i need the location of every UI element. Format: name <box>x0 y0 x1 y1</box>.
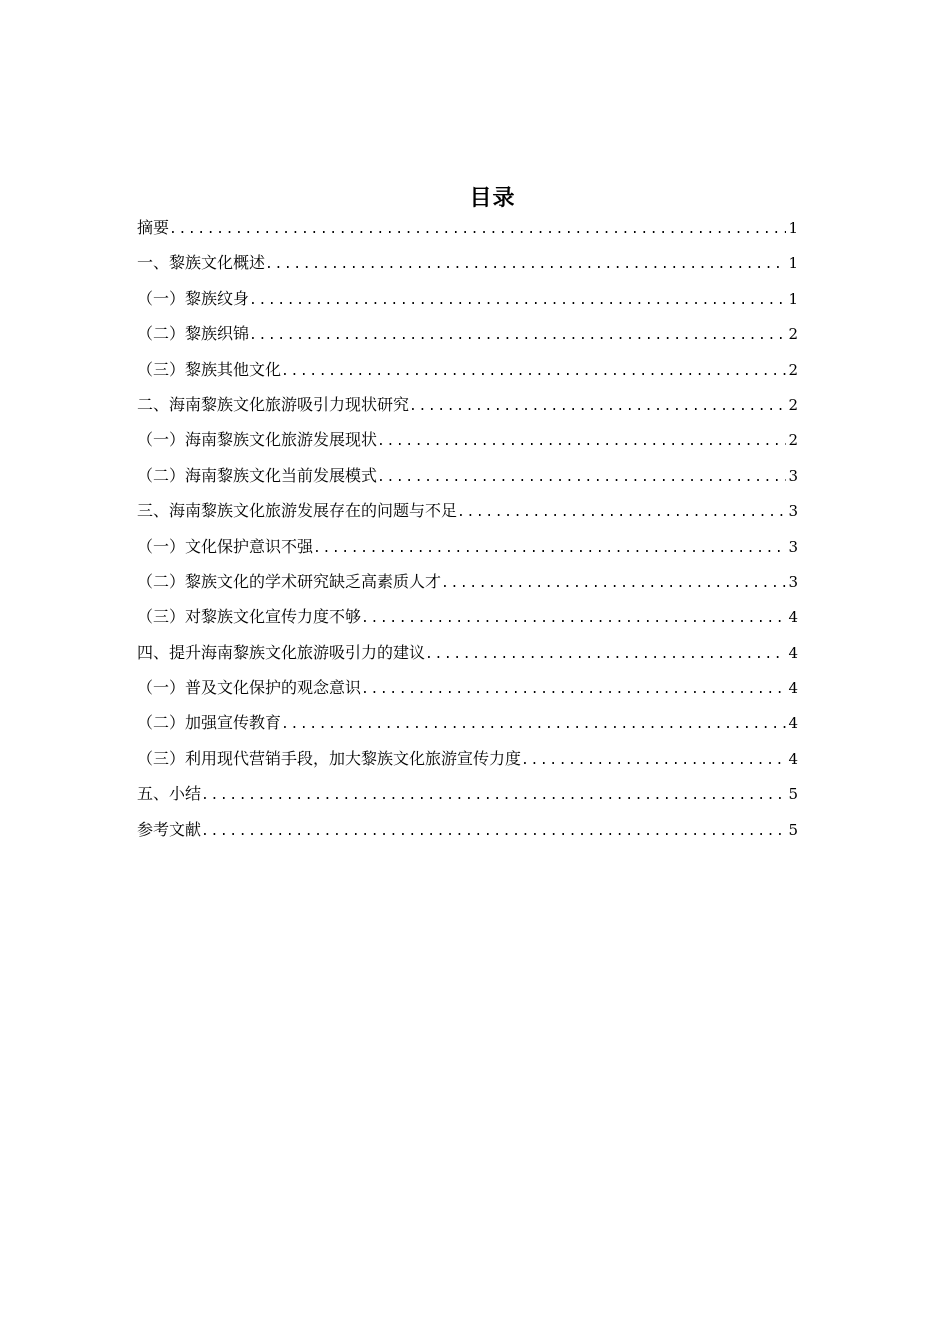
toc-dot-leader <box>249 283 786 318</box>
toc-entry-label: （一）黎族纹身 <box>137 288 250 308</box>
toc-dot-leader <box>441 566 786 601</box>
toc-list <box>137 210 798 847</box>
toc-dot-leader <box>201 814 786 849</box>
toc-entry-label: （二）海南黎族文化当前发展模式 <box>137 465 378 485</box>
toc-entry-page: 3 <box>788 466 798 485</box>
toc-entry[interactable] <box>137 741 798 776</box>
toc-dot-leader <box>249 318 786 353</box>
toc-entry[interactable] <box>137 670 798 705</box>
toc-entry[interactable] <box>137 564 798 599</box>
toc-entry-label: （三）黎族其他文化 <box>137 359 282 379</box>
toc-entry-page: 3 <box>788 537 798 556</box>
toc-dot-leader <box>361 672 786 707</box>
toc-entry-page: 2 <box>788 431 798 450</box>
toc-entry-page: 1 <box>788 219 798 237</box>
toc-entry-label: 二、海南黎族文化旅游吸引力现状研究 <box>137 394 410 414</box>
toc-entry-page: 2 <box>788 360 798 379</box>
toc-dot-leader <box>377 424 786 459</box>
toc-entry-label: 一、黎族文化概述 <box>137 253 266 273</box>
toc-entry-page: 5 <box>788 785 798 804</box>
toc-entry[interactable] <box>137 776 798 811</box>
toc-entry[interactable] <box>137 387 798 422</box>
toc-entry-label: （一）海南黎族文化旅游发展现状 <box>137 430 378 450</box>
toc-dot-leader <box>457 495 786 530</box>
toc-entry[interactable] <box>137 458 798 493</box>
toc-entry-label: （二）加强宣传教育 <box>137 713 282 733</box>
toc-entry-page: 3 <box>788 572 798 591</box>
toc-dot-leader <box>409 389 786 424</box>
toc-dot-leader <box>313 531 786 566</box>
toc-dot-leader <box>361 601 786 636</box>
toc-dot-leader <box>265 247 786 282</box>
toc-dot-leader <box>169 212 786 247</box>
toc-dot-leader <box>281 707 786 742</box>
toc-entry[interactable] <box>137 599 798 634</box>
toc-entry-label: （一）文化保护意识不强 <box>137 536 314 556</box>
toc-dot-leader <box>521 743 786 778</box>
toc-dot-leader <box>201 778 786 813</box>
toc-entry-label: （三）利用现代营销手段，加大黎族文化旅游宣传力度 <box>137 748 522 768</box>
toc-entry-page: 4 <box>788 714 798 733</box>
toc-entry[interactable] <box>137 352 798 387</box>
toc-entry-label: 五、小结 <box>137 784 202 804</box>
toc-entry-label: 三、海南黎族文化旅游发展存在的问题与不足 <box>137 501 458 521</box>
toc-entry-page: 4 <box>788 608 798 627</box>
toc-entry-page: 4 <box>788 679 798 698</box>
toc-entry-page: 1 <box>788 289 798 308</box>
toc-entry[interactable] <box>137 635 798 670</box>
toc-entry[interactable] <box>137 210 798 245</box>
toc-dot-leader <box>281 354 786 389</box>
toc-entry-label: 四、提升海南黎族文化旅游吸引力的建议 <box>137 642 426 662</box>
toc-entry[interactable] <box>137 812 798 847</box>
toc-dot-leader <box>377 460 786 495</box>
toc-entry-page: 1 <box>788 254 798 273</box>
toc-entry-page: 4 <box>788 643 798 662</box>
toc-entry[interactable] <box>137 493 798 528</box>
toc-entry[interactable] <box>137 281 798 316</box>
toc-entry[interactable] <box>137 245 798 280</box>
toc-entry-label: （一）普及文化保护的观念意识 <box>137 678 362 698</box>
toc-entry-page: 5 <box>788 820 798 839</box>
toc-entry-label: （二）黎族文化的学术研究缺乏高素质人才 <box>137 571 442 591</box>
toc-entry-page: 2 <box>788 395 798 414</box>
toc-entry[interactable] <box>137 529 798 564</box>
toc-entry-label: 参考文献 <box>137 819 202 839</box>
toc-entry-label: 摘要 <box>137 218 170 237</box>
toc-dot-leader <box>425 637 786 672</box>
toc-entry-page: 2 <box>788 325 798 344</box>
toc-entry[interactable] <box>137 422 798 457</box>
toc-title: 目录 <box>469 186 516 211</box>
toc-entry[interactable] <box>137 705 798 740</box>
toc-entry-label: （三）对黎族文化宣传力度不够 <box>137 607 362 627</box>
toc-entry-page: 4 <box>788 749 798 768</box>
toc-entry[interactable] <box>137 316 798 351</box>
toc-entry-page: 3 <box>788 502 798 521</box>
toc-entry-label: （二）黎族织锦 <box>137 324 250 344</box>
